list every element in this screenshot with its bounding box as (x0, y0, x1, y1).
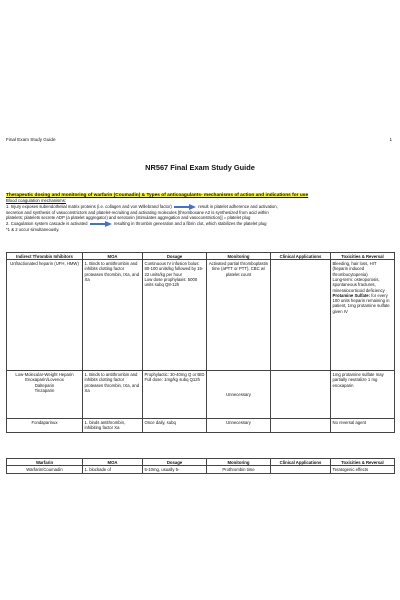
dosage-cell: 5-10mg, usually 5- (143, 466, 207, 473)
mechanisms-heading: Blood coagulation mechanisms: (6, 198, 67, 203)
drug-cell: Warfarin/Coumadin (7, 466, 83, 473)
column-header: Toxicities & Reversal (331, 459, 395, 466)
table-row (7, 466, 395, 473)
moa-cell: 1. blockade of (83, 466, 143, 473)
toxicity-text: Long-term: osteoporosis, spontaneous fractures, mineralocorticoid deficiency (332, 276, 385, 293)
column-header: Dosage (143, 459, 207, 466)
drug-name: Dalteparin (34, 382, 55, 388)
monitoring-cell: Prothrombin time (207, 466, 271, 473)
clinical-cell (271, 419, 331, 433)
column-header: MOA (83, 459, 143, 466)
highlighted-subtitle: Therapeutic dosing and monitoring of warfarin (Coumadin) & Types of anticoagulants- mechanisms of action and indications for use (6, 193, 309, 198)
mechanism-line-2: secretion and synthesis of vasoconstrictors and platelet-recruiting and activating molecules [thromboxane A2 is synthesized from acid within (6, 209, 269, 215)
column-header: Indirect Thrombin Inhibitors (7, 253, 83, 260)
reversal-label: Protamine Sulfate: (332, 292, 371, 298)
toxicity-text: Bleeding, hair loss, HIT (heparin induced thrombocytopenia) (332, 261, 377, 277)
monitoring-cell: Unnecessary (207, 371, 271, 419)
monitoring-cell: Activated partial thromboplastin time (aPTT or PTT), CBC w/ platelet count (207, 260, 271, 371)
table-header-row (7, 459, 395, 466)
dosage-cell (143, 371, 207, 419)
table-row (7, 260, 395, 371)
column-header: Toxicities & Reversal (331, 253, 395, 260)
drug-name: Enoxaparin/Lovenox (25, 377, 64, 383)
mechanism-text: 2. Coagulation system cascade is activated (6, 220, 88, 226)
toxicity-cell (331, 260, 395, 371)
table-row (7, 419, 395, 433)
drug-cell: Fondaparinux (7, 419, 83, 433)
toxicity-cell: No reversal agent (331, 419, 395, 433)
right-arrow-icon (90, 221, 112, 227)
clinical-cell (271, 260, 331, 371)
column-header: Warfarin (7, 459, 83, 466)
mechanism-line-3: platelets; platelets secrete ADP (a platelet aggregator) and serotonin (stimulates aggregation and vasoconstriction)] = platelet plug (6, 215, 251, 220)
page-number: 1 (389, 137, 392, 142)
drug-cell: Unfractionated heparin (UFH, HMW) (7, 260, 83, 371)
toxicity-cell: Teratogenic effects (331, 466, 395, 473)
column-header: Clinical Applications (271, 253, 331, 260)
dosage-text: Full dose: 1mg/kg subq Q12h (144, 377, 201, 383)
drug-name: Tinzaparin (34, 387, 55, 393)
dosage-text: Continuous IV infusion bolus: 80-100 units/kg followed by 15-22 units/kg per hour (144, 261, 204, 277)
clinical-cell (271, 371, 331, 419)
reversal-text (333, 293, 393, 314)
document-title: NR567 Final Exam Study Guide (145, 163, 255, 172)
moa-cell: 1. Binds to antithrombin and inhibits clotting factor proteases thrombin, IXa, and Xa (83, 260, 143, 371)
mechanism-text: result in platelet adherence and activation, (198, 203, 278, 209)
moa-cell: 1. binds antithrombin, inhibiting factor Xa (83, 419, 143, 433)
column-header: Monitoring (207, 459, 271, 466)
column-header: Monitoring (207, 253, 271, 260)
table-header-row (7, 253, 395, 260)
column-header: Dosage (143, 253, 207, 260)
coagulation-mechanisms (6, 198, 394, 232)
running-header (6, 137, 392, 142)
table-row (7, 371, 395, 419)
clinical-cell (271, 466, 331, 473)
toxicity-cell: 1mg protamine sulfate may partially neutralize 1 mg enoxaparin (331, 371, 395, 419)
reversal-detail: for every 100 units heparin remaining in patient, 1mg protamine sulfate given IV (332, 292, 390, 314)
warfarin-table (6, 458, 395, 474)
column-header: MOA (83, 253, 143, 260)
right-arrow-icon (174, 204, 196, 210)
monitoring-cell: Unnecessary (207, 419, 271, 433)
dosage-text: Low dose prophylaxis: 5000 units subq Q8-12h (144, 276, 198, 288)
mechanism-note: *1 & 2 occur simultaneously. (6, 226, 60, 232)
drug-cell (7, 371, 83, 419)
column-header: Clinical Applications (271, 459, 331, 466)
dosage-cell: Once daily, subq (143, 419, 207, 433)
mechanism-text: 1. Injury exposes subendothelial matrix proteins (i.e. collagen and von Willebrand factor) (6, 203, 172, 209)
header-title: Final Exam Study Guide (6, 137, 56, 142)
dosage-text: Prophylactic: 30-40mg Q or BID (144, 372, 205, 378)
moa-cell: 1. Binds to antithrombin and inhibits clotting factor proteases thrombin, IXa, and Xa (83, 371, 143, 419)
indirect-thrombin-inhibitors-table (6, 252, 395, 433)
drug-name: Low-Molecular-Weight Heparin (15, 372, 74, 378)
dosage-cell (143, 260, 207, 371)
mechanism-text: resulting in thrombin generation and a fibrin clot, which stabilizes the platelet plug (113, 220, 267, 226)
